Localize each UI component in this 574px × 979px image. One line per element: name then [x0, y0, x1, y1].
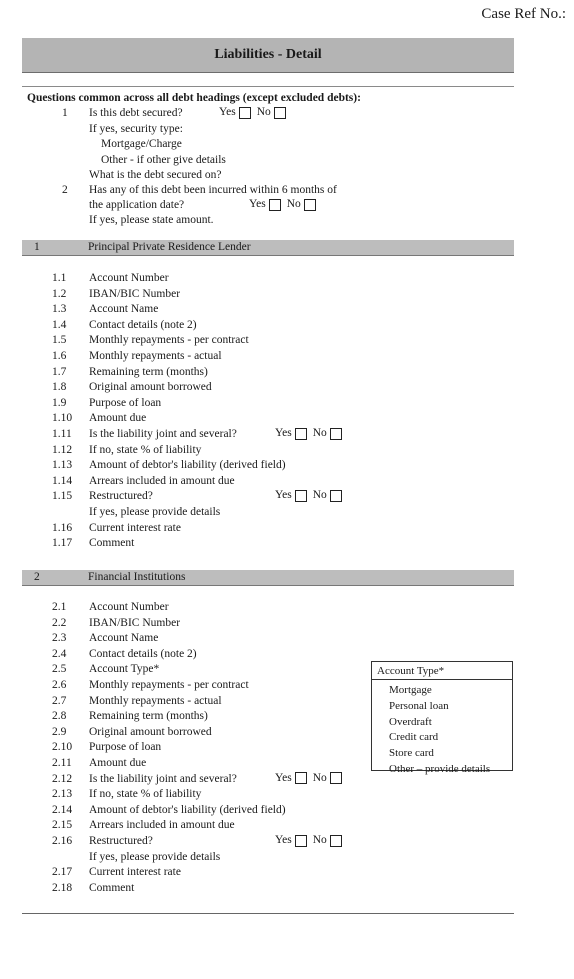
account-type-option: Overdraft: [389, 715, 432, 728]
yes-checkbox[interactable]: [295, 490, 307, 502]
item-number: 1.17: [52, 537, 73, 550]
item-label: Account Type*: [89, 663, 160, 676]
item-label: Arrears included in amount due: [89, 474, 235, 487]
item-number: 1.11: [52, 428, 72, 440]
question-1-sub-line: What is the debt secured on?: [89, 169, 222, 181]
page-title: Liabilities - Detail: [214, 47, 322, 62]
item-number: 1.1: [52, 272, 67, 284]
yes-no-group: [275, 489, 348, 502]
question-1-text: Is this debt secured?: [89, 107, 183, 119]
section-title: Principal Private Residence Lender: [88, 241, 251, 253]
item-label: Restructured?: [89, 490, 153, 503]
no-checkbox[interactable]: [304, 199, 316, 211]
account-type-option: Personal loan: [389, 699, 449, 712]
item-label: Account Number: [89, 601, 169, 613]
item-label: Original amount borrowed: [89, 381, 212, 394]
item-label: Amount due: [89, 412, 147, 425]
title-divider: [22, 86, 514, 87]
section-number: 2: [34, 571, 40, 583]
account-type-box-heading: Account Type*: [377, 665, 445, 677]
item-number: 2.8: [52, 710, 67, 723]
section-2-header: [22, 570, 514, 586]
item-number: 2.5: [52, 663, 67, 676]
yes-no-group: [275, 427, 348, 440]
item-number: 2.15: [52, 819, 73, 832]
question-2-text: the application date?: [89, 199, 185, 211]
item-label: Contact details (note 2): [89, 318, 197, 331]
no-label: No: [312, 489, 327, 502]
item-number: 2.17: [52, 866, 73, 879]
item-number: 2.13: [52, 788, 73, 801]
item-label: If yes, please provide details: [89, 850, 221, 863]
item-label: If no, state % of liability: [89, 443, 202, 456]
item-number: 2.6: [52, 679, 67, 691]
yes-checkbox[interactable]: [295, 772, 307, 784]
account-type-option: Mortgage: [389, 684, 432, 696]
question-1-number: 1: [62, 107, 68, 119]
item-number: 2.7: [52, 694, 67, 707]
account-type-box-divider: [372, 679, 512, 680]
item-number: 1.6: [52, 350, 67, 362]
no-label: No: [256, 106, 271, 118]
item-number: 1.16: [52, 521, 73, 534]
account-type-box: [371, 661, 513, 775]
item-label: If yes, please provide details: [89, 506, 221, 518]
item-label: Account Name: [89, 303, 159, 316]
yes-checkbox[interactable]: [269, 199, 281, 211]
item-label: Remaining term (months): [89, 710, 208, 723]
yes-no-group: [275, 834, 348, 847]
item-label: Amount due: [89, 757, 147, 769]
item-label: Restructured?: [89, 835, 153, 847]
item-label: Contact details (note 2): [89, 647, 197, 660]
no-checkbox[interactable]: [274, 107, 286, 119]
account-type-option: Store card: [389, 747, 434, 760]
item-number: 1.4: [52, 318, 67, 331]
no-label: No: [312, 427, 327, 439]
common-questions-heading: Questions common across all debt headings (except excluded debts):: [27, 92, 361, 104]
question-2-yes-no: [249, 198, 322, 211]
section-1-header: [22, 240, 514, 256]
no-checkbox[interactable]: [330, 490, 342, 502]
question-2-number: 2: [62, 184, 68, 196]
item-number: 2.3: [52, 632, 67, 645]
item-number: 1.14: [52, 474, 73, 487]
item-label: Is the liability joint and several?: [89, 772, 237, 785]
section-number: 1: [34, 241, 40, 253]
account-type-options: [389, 683, 490, 778]
yes-label: Yes: [275, 771, 292, 784]
item-label: Account Name: [89, 632, 159, 645]
item-label: Comment: [89, 537, 135, 550]
question-1-sub-line: Other - if other give details: [101, 154, 226, 166]
item-number: 2.2: [52, 616, 67, 629]
yes-checkbox[interactable]: [295, 835, 307, 847]
item-label: Account Number: [89, 272, 169, 284]
item-number: 1.7: [52, 365, 67, 378]
yes-label: Yes: [219, 106, 236, 118]
item-label: IBAN/BIC Number: [89, 616, 181, 629]
item-number: 2.10: [52, 741, 73, 754]
item-label: Amount of debtor's liability (derived field): [89, 803, 286, 816]
question-2-text: Has any of this debt been incurred within 6 months of: [89, 184, 337, 196]
item-number: 1.8: [52, 381, 67, 394]
item-number: 1.5: [52, 334, 67, 347]
question-2-sub-line: If yes, please state amount.: [89, 214, 214, 226]
item-number: 2.1: [52, 601, 67, 613]
item-label: Is the liability joint and several?: [89, 428, 237, 440]
yes-label: Yes: [275, 834, 292, 846]
question-1-sub-line: Mortgage/Charge: [101, 138, 182, 150]
item-number: 1.10: [52, 412, 73, 425]
account-type-option: Other – provide details: [389, 762, 491, 775]
item-label: IBAN/BIC Number: [89, 287, 181, 300]
item-number: 2.16: [52, 835, 73, 847]
item-label: Comment: [89, 881, 135, 894]
item-label: Remaining term (months): [89, 365, 208, 378]
item-label: Monthly repayments - actual: [89, 694, 222, 707]
no-label: No: [312, 771, 327, 784]
item-number: 1.12: [52, 443, 73, 456]
account-type-option: Credit card: [389, 731, 439, 744]
item-label: Original amount borrowed: [89, 725, 212, 738]
item-number: 2.18: [52, 881, 73, 894]
footer-rule: [22, 913, 514, 914]
yes-checkbox[interactable]: [239, 107, 251, 119]
item-number: 1.15: [52, 490, 73, 503]
question-1-yes-no: [219, 106, 292, 119]
item-label: Current interest rate: [89, 866, 181, 879]
question-1-sub-line: If yes, security type:: [89, 123, 183, 135]
item-label: Current interest rate: [89, 521, 181, 534]
item-label: If no, state % of liability: [89, 788, 202, 801]
item-label: Monthly repayments - per contract: [89, 334, 249, 347]
item-label: Purpose of loan: [89, 741, 162, 754]
yes-label: Yes: [275, 489, 292, 502]
item-label: Monthly repayments - actual: [89, 350, 222, 362]
item-number: 1.3: [52, 303, 67, 316]
item-label: Purpose of loan: [89, 396, 162, 409]
no-checkbox[interactable]: [330, 835, 342, 847]
yes-label: Yes: [275, 427, 292, 439]
item-label: Amount of debtor's liability (derived field): [89, 459, 286, 472]
item-label: Monthly repayments - per contract: [89, 679, 249, 691]
yes-label: Yes: [249, 198, 266, 210]
page-title-band: [22, 38, 514, 73]
yes-checkbox[interactable]: [295, 428, 307, 440]
item-number: 1.9: [52, 396, 67, 409]
item-number: 2.9: [52, 725, 67, 738]
item-number: 2.11: [52, 757, 72, 769]
item-number: 1.13: [52, 459, 73, 472]
item-number: 2.4: [52, 647, 67, 660]
no-label: No: [312, 834, 327, 846]
item-number: 2.12: [52, 772, 73, 785]
no-checkbox[interactable]: [330, 428, 342, 440]
yes-no-group: [275, 772, 348, 785]
no-checkbox[interactable]: [330, 772, 342, 784]
no-label: No: [286, 198, 301, 210]
section-title: Financial Institutions: [88, 571, 186, 583]
case-ref-label: Case Ref No.:: [481, 6, 566, 22]
item-number: 1.2: [52, 287, 67, 300]
item-number: 2.14: [52, 803, 73, 816]
item-label: Arrears included in amount due: [89, 819, 235, 832]
